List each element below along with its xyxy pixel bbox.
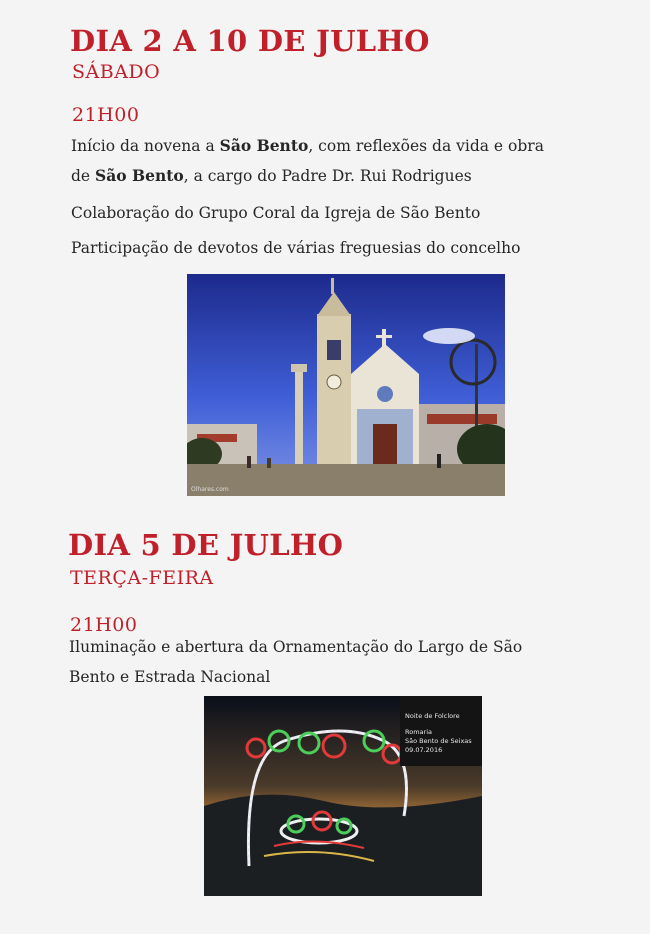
photo-credit: Olhares.com	[191, 486, 229, 493]
saint-name-bold: São Bento	[95, 166, 184, 185]
section1-time: 21H00	[72, 104, 140, 126]
section2-paragraph	[69, 632, 522, 692]
text-line: Iluminação e abertura da Ornamentação do Largo de São	[69, 638, 523, 656]
illumination-photo	[204, 696, 482, 896]
text-segment: de	[71, 167, 96, 185]
church-illustration	[187, 274, 505, 496]
section1-paragraph-1	[71, 131, 544, 191]
section2-title: DIA 5 DE JULHO	[68, 528, 344, 562]
section2-weekday: TERÇA-FEIRA	[70, 567, 214, 589]
text-segment: , com reflexões da vida e obra	[308, 137, 544, 155]
section1-paragraph-3: Participação de devotos de várias freguesias do concelho	[71, 239, 521, 257]
poster-line3: 09.07.2016	[405, 746, 443, 754]
poster-line2: São Bento de Seixas	[405, 737, 472, 745]
text-segment: Início da novena a	[71, 137, 220, 155]
church-photo	[187, 274, 505, 496]
section1-weekday: SÁBADO	[72, 61, 161, 83]
text-segment: , a cargo do Padre Dr. Rui Rodrigues	[183, 167, 472, 185]
poster-line1: Romaria	[405, 728, 432, 736]
poster-header: Noite de Folclore	[405, 712, 460, 720]
section2-time: 21H00	[70, 614, 138, 636]
section1-title: DIA 2 A 10 DE JULHO	[70, 24, 430, 58]
illumination-illustration	[204, 696, 482, 896]
section1-paragraph-2: Colaboração do Grupo Coral da Igreja de São Bento	[71, 204, 481, 222]
text-line: Bento e Estrada Nacional	[69, 668, 271, 686]
saint-name-bold: São Bento	[219, 136, 309, 155]
